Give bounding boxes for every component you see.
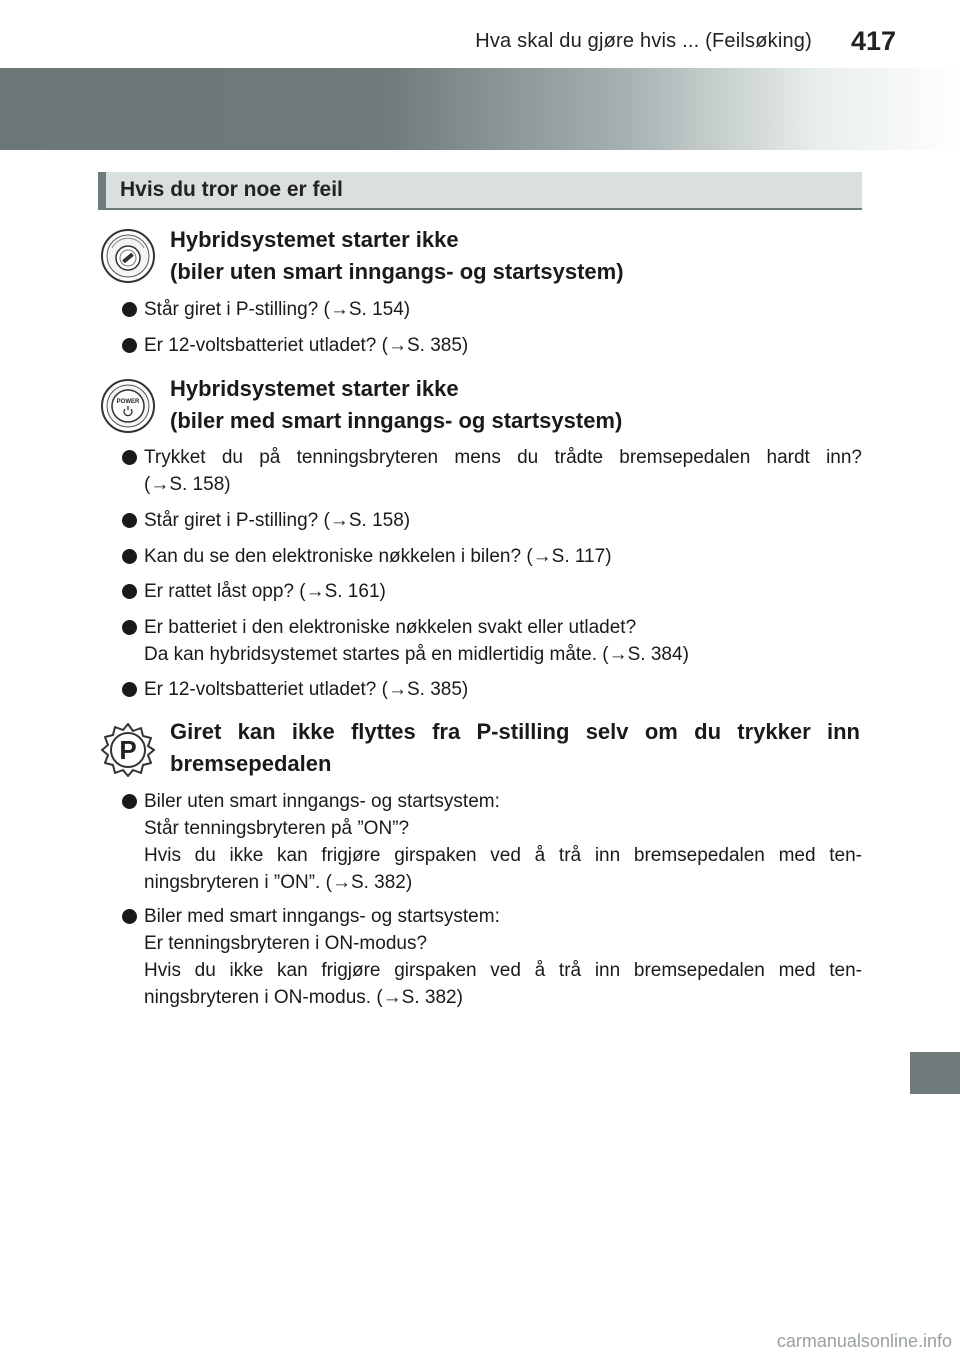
bullet-dot bbox=[122, 338, 137, 353]
section-heading: Hvis du tror noe er feil bbox=[120, 178, 343, 201]
list-item-line: Hvis du ikke kan frigjøre girspaken ved å trå inn bremsepedalen med ten- bbox=[144, 845, 862, 866]
topic-title-smart-entry bbox=[170, 373, 860, 437]
list-item bbox=[122, 444, 862, 498]
bullet-dot bbox=[122, 513, 137, 528]
running-header-title: Hva skal du gjøre hvis ... (Feilsøking) bbox=[475, 30, 812, 52]
chapter-banner bbox=[0, 68, 960, 150]
list-item-line: ningsbryteren i ON-modus. (→S. 382) bbox=[144, 987, 463, 1008]
list-item-line: ningsbryteren i ”ON”. (→S. 382) bbox=[144, 872, 413, 893]
list-item-line: Er batteriet i den elektroniske nøkkelen svakt eller utladet? bbox=[144, 617, 637, 638]
section-heading-box bbox=[98, 172, 862, 210]
topic-title-line: Hybridsystemet starter ikke bbox=[170, 376, 459, 401]
list-item-line: Biler uten smart inngangs- og startsystem: bbox=[144, 791, 500, 812]
topic-title-line: (biler med smart inngangs- og startsystem) bbox=[170, 408, 623, 433]
list-item-line: Står giret i P-stilling? (→S. 154) bbox=[144, 299, 411, 320]
list-item-line: Biler med smart inngangs- og startsystem: bbox=[144, 906, 500, 927]
list-item-line: Står tenningsbryteren på ”ON”? bbox=[144, 818, 410, 839]
list-item-line: Trykket du på tenningsbryteren mens du trådte bremsepedalen hardt inn? bbox=[144, 447, 862, 468]
list-item-line: Er rattet låst opp? (→S. 161) bbox=[144, 581, 386, 602]
list-item bbox=[122, 788, 862, 896]
power-button-icon bbox=[100, 378, 156, 434]
list-item bbox=[122, 507, 862, 534]
page-number: 417 bbox=[850, 26, 896, 56]
bullet-dot bbox=[122, 620, 137, 635]
list-item-line: (→S. 158) bbox=[144, 474, 231, 495]
list-item-line: Da kan hybridsystemet startes på en midlertidig måte. (→S. 384) bbox=[144, 644, 689, 665]
list-item-line: Er tenningsbryteren i ON-modus? bbox=[144, 933, 428, 954]
list-item bbox=[122, 614, 862, 668]
chapter-side-tab bbox=[910, 1052, 960, 1094]
topic-title-line: Giret kan ikke flyttes fra P-stilling selv om du trykker inn bbox=[170, 719, 860, 744]
ignition-key-switch-icon bbox=[100, 228, 156, 284]
park-gear-label: P bbox=[119, 735, 137, 765]
list-item bbox=[122, 332, 862, 359]
list-item bbox=[122, 543, 862, 570]
bullet-dot bbox=[122, 549, 137, 564]
list-item bbox=[122, 676, 862, 703]
watermark: carmanualsonline.info bbox=[776, 1331, 952, 1351]
bullet-dot bbox=[122, 794, 137, 809]
list-item-line: Hvis du ikke kan frigjøre girspaken ved å trå inn bremsepedalen med ten- bbox=[144, 960, 862, 981]
bullet-dot bbox=[122, 584, 137, 599]
list-item bbox=[122, 578, 862, 605]
topic-title-park-gear bbox=[170, 716, 860, 780]
bullet-dot bbox=[122, 302, 137, 317]
topic-title-line: (biler uten smart inngangs- og startsystem) bbox=[170, 259, 624, 284]
topic-title-line: Hybridsystemet starter ikke bbox=[170, 227, 459, 252]
list-item-line: Kan du se den elektroniske nøkkelen i bilen? (→S. 117) bbox=[144, 546, 612, 567]
list-item-line: Står giret i P-stilling? (→S. 158) bbox=[144, 510, 411, 531]
list-item-line: Er 12-voltsbatteriet utladet? (→S. 385) bbox=[144, 335, 469, 356]
bullet-dot bbox=[122, 682, 137, 697]
list-item bbox=[122, 296, 862, 323]
topic-title-line: bremsepedalen bbox=[170, 751, 332, 776]
park-gear-icon bbox=[100, 722, 156, 778]
list-item-line: Er 12-voltsbatteriet utladet? (→S. 385) bbox=[144, 679, 469, 700]
list-item bbox=[122, 903, 862, 1011]
topic-title-no-smart-entry bbox=[170, 224, 860, 288]
power-button-label: POWER bbox=[116, 399, 140, 405]
bullet-dot bbox=[122, 450, 137, 465]
bullet-dot bbox=[122, 909, 137, 924]
